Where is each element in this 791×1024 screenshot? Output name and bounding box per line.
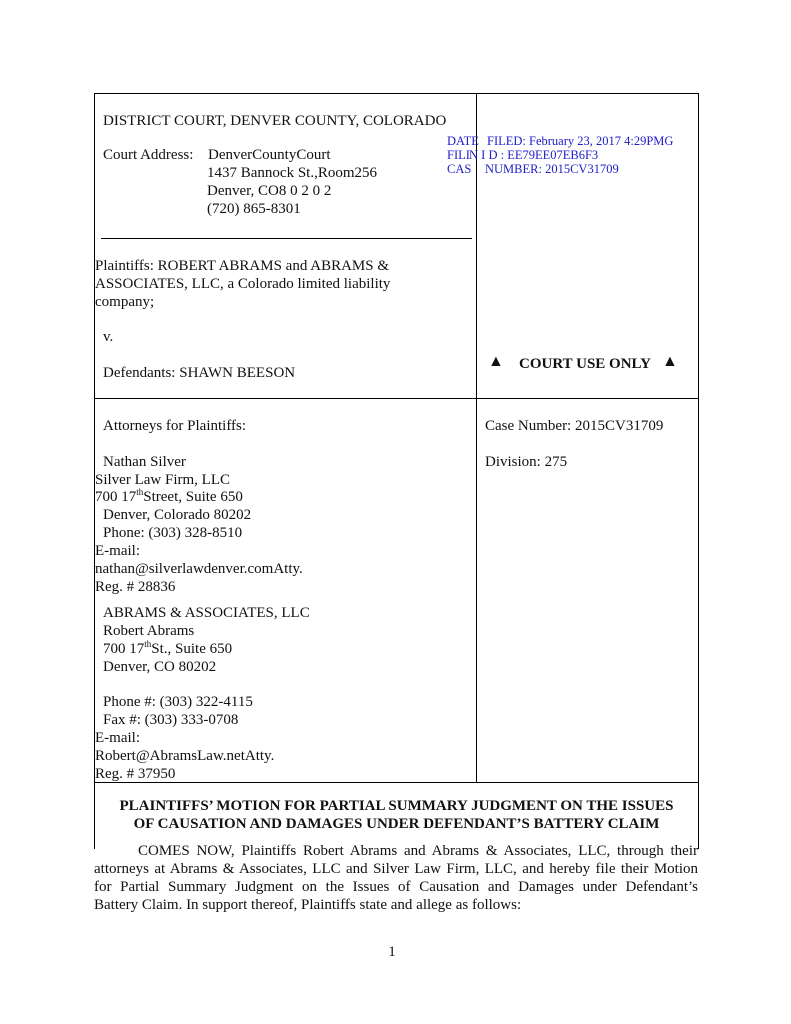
attorneys-heading: Attorneys for Plaintiffs: (103, 418, 247, 434)
abrams-email-label: E-mail: (95, 730, 140, 746)
efiling-stamp-id: N I D : EE79EE07EB6F3 (469, 148, 599, 162)
court-address-line3: Denver, CO8 0 2 0 2 (207, 183, 332, 199)
case-number: Case Number: 2015CV31709 (485, 418, 664, 434)
abrams-name: Robert Abrams (103, 623, 195, 639)
court-use-arrow-left: ▲ (488, 353, 504, 370)
silver-firm: Silver Law Firm, LLC (95, 472, 230, 488)
court-name: DISTRICT COURT, DENVER COUNTY, COLORADO (103, 113, 447, 129)
plaintiffs-line1: Plaintiffs: ROBERT ABRAMS and ABRAMS & (95, 258, 390, 274)
court-phone: (720) 865-8301 (207, 201, 301, 217)
efiling-stamp-date-prefix: DATE (447, 134, 479, 148)
court-address-underline (101, 238, 472, 239)
abrams-email: Robert@AbramsLaw.netAtty. (95, 748, 275, 764)
silver-name: Nathan Silver (103, 454, 186, 470)
abrams-address-street: St., Suite 650 (151, 641, 233, 657)
court-use-only-label: COURT USE ONLY (519, 356, 652, 372)
body-line1: COMES NOW, Plaintiffs Robert Abrams and Abrams & Associates, LLC, through their (138, 843, 698, 859)
silver-address-number: 700 17 (95, 489, 137, 505)
abrams-city: Denver, CO 80202 (103, 659, 217, 675)
silver-address-suffix: th (136, 487, 144, 497)
silver-email-label: E-mail: (95, 543, 140, 559)
versus: v. (103, 329, 114, 345)
silver-address-street: Street, Suite 650 (143, 489, 243, 505)
caption-row-divider (94, 398, 699, 399)
defendants: Defendants: SHAWN BEESON (103, 365, 296, 381)
caption-column-divider (476, 93, 477, 782)
silver-phone: Phone: (303) 328-8510 (103, 525, 243, 541)
efiling-stamp-case-prefix: CAS (447, 162, 472, 176)
court-address-line1: DenverCountyCourt (208, 147, 331, 163)
abrams-address-number: 700 17 (103, 641, 145, 657)
efiling-stamp-id-prefix: FILI (447, 148, 470, 162)
court-address-line2: 1437 Bannock St.,Room256 (207, 165, 378, 181)
silver-email: nathan@silverlawdenver.comAtty. (95, 561, 303, 577)
abrams-address (103, 640, 232, 658)
abrams-reg: Reg. # 37950 (95, 766, 176, 782)
silver-address (95, 488, 243, 506)
abrams-fax: Fax #: (303) 333-0708 (103, 712, 239, 728)
caption-top-border (94, 93, 699, 94)
abrams-phone: Phone #: (303) 322-4115 (103, 694, 253, 710)
body-line3: for Partial Summary Judgment on the Issues of Causation and Damages under Defendant’s (94, 879, 698, 895)
silver-city: Denver, Colorado 80202 (103, 507, 252, 523)
motion-title-line1: PLAINTIFFS’ MOTION FOR PARTIAL SUMMARY JUDGMENT ON THE ISSUES (119, 798, 674, 814)
efiling-stamp-case: NUMBER: 2015CV31709 (485, 162, 619, 176)
abrams-address-suffix: th (144, 639, 152, 649)
abrams-firm: ABRAMS & ASSOCIATES, LLC (103, 605, 310, 621)
plaintiffs-line3: company; (95, 294, 155, 310)
plaintiffs-line2: ASSOCIATES, LLC, a Colorado limited liability (95, 276, 391, 292)
court-use-arrow-right: ▲ (662, 353, 678, 370)
division: Division: 275 (485, 454, 568, 470)
court-address-label: Court Address: (103, 147, 194, 163)
silver-reg: Reg. # 28836 (95, 579, 176, 595)
efiling-stamp-date: FILED: February 23, 2017 4:29PMG (487, 134, 674, 148)
body-line4: Battery Claim. In support thereof, Plaintiffs state and allege as follows: (94, 897, 522, 913)
attorneys-bottom-border (94, 782, 699, 783)
body-line2: attorneys at Abrams & Associates, LLC and Silver Law Firm, LLC, and hereby file their Motion (94, 861, 698, 877)
page-number: 1 (388, 944, 396, 960)
motion-title-line2: OF CAUSATION AND DAMAGES UNDER DEFENDANT’S BATTERY CLAIM (133, 816, 660, 832)
caption-right-border (698, 93, 699, 849)
